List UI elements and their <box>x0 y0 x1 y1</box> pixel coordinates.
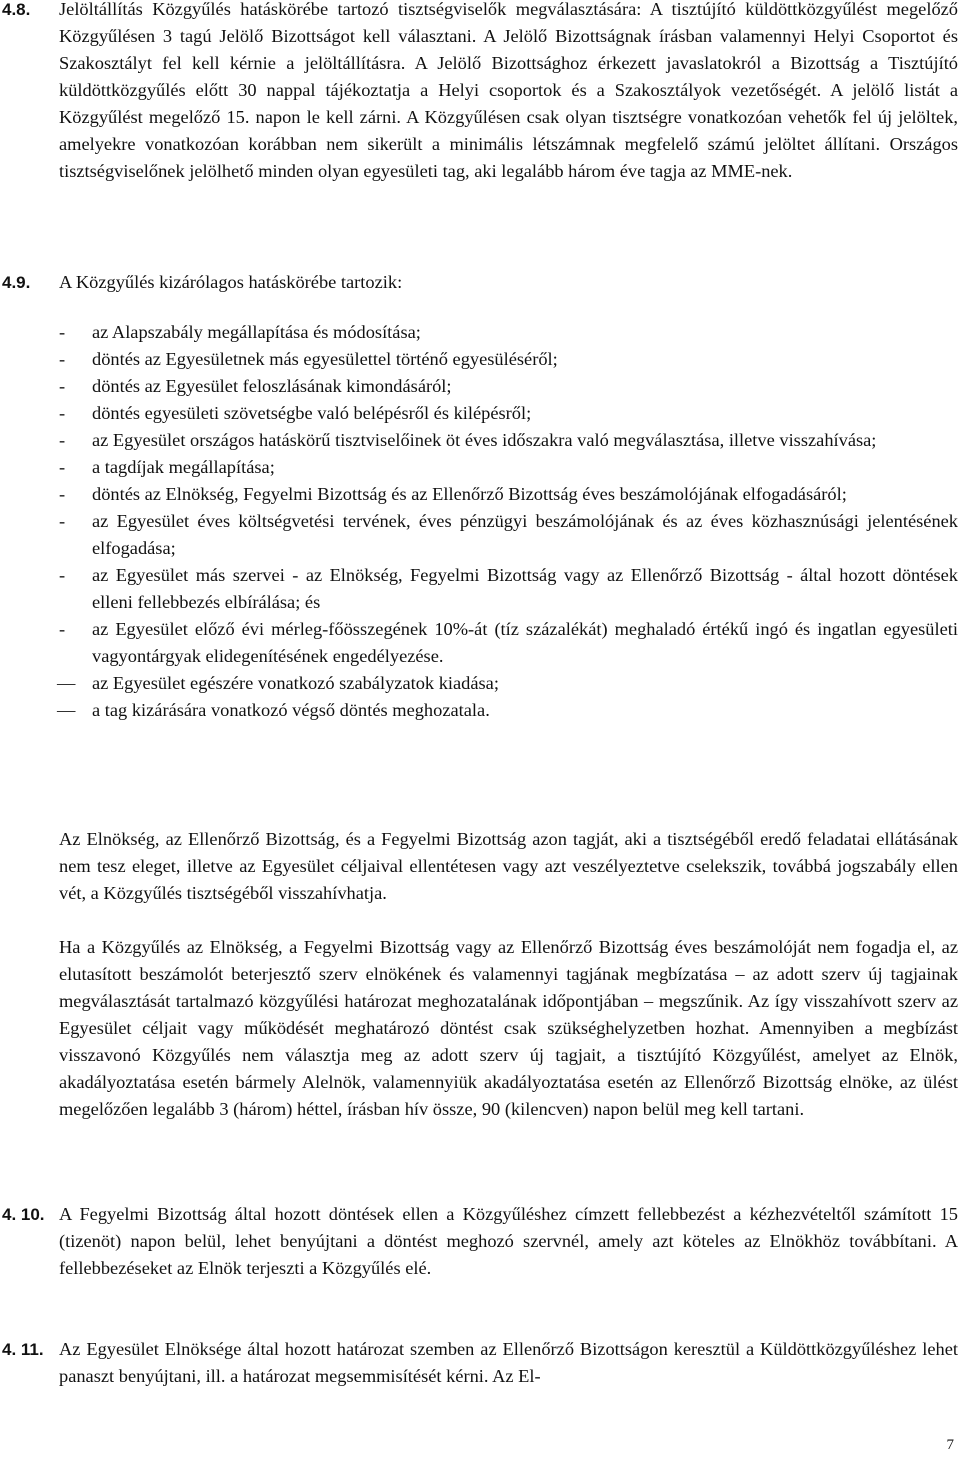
list-marker: - <box>59 349 66 369</box>
list-item <box>59 562 958 616</box>
list-item <box>59 697 958 724</box>
list-marker: - <box>59 511 66 531</box>
section-text: Jelöltállítás Közgyűlés hatáskörébe tartozó tisztségviselők megválasztására: A tisztújító küldöttközgyűlést megelőző Közgyűlésen 3 tagú Jelölő Bizottságot kell választani. A Jelölő Bizottságnak írásban valamennyi Helyi Csoportot és Szakosztályt fel kell kérnie a jelöltállításra. A Jelölő Bizottsághoz érkezett javaslatokról a Bizottság a Tisztújító küldöttközgyűlés előtt 30 nappal tájékoztatja a Helyi csoportok és a Szakosztályok vezetőségét. A jelölő listát a Közgyűlést megelőző 15. napon le kell zárni. A Közgyűlésen csak olyan tisztségre vonatkozóan vehetők fel új jelöltek, amelyekre vonatkozóan korábban nem sikerült a minimális létszámnak megfelelő számú jelöltet állítani. Országos tisztségviselőnek jelölhető minden olyan egyesületi tag, aki legalább három éve tagja az MME-nek. <box>59 0 958 181</box>
list-marker: — <box>57 700 76 720</box>
list-item-text: az Egyesület éves költségvetési tervének, éves pénzügyi beszámolójának és az éves közhasznúsági jelentésének elfogadása; <box>92 511 958 558</box>
section-number: 4.9. <box>2 273 31 292</box>
list-item <box>59 400 958 427</box>
list-marker: - <box>59 430 66 450</box>
list-item <box>59 346 958 373</box>
section-text: Az Egyesület Elnöksége által hozott határozat szemben az Ellenőrző Bizottságon keresztül a Küldöttközgyűléshez lehet panaszt benyújtani, ill. a határozat megsemmisítését kérni. Az El- <box>59 1339 958 1386</box>
list-marker: - <box>59 457 66 477</box>
list-item <box>59 454 958 481</box>
list-item-text: az Egyesület országos hatáskörű tisztviselőinek öt éves időszakra való megválasztása, illetve visszahívása; <box>92 430 877 450</box>
list-item-text: az Alapszabály megállapítása és módosítása; <box>92 322 421 342</box>
list-item-text: döntés az Elnökség, Fegyelmi Bizottság és az Ellenőrző Bizottság éves beszámolójának elfogadásáról; <box>92 484 847 504</box>
list-item <box>59 481 958 508</box>
list-item <box>59 508 958 562</box>
section-4-8 <box>0 0 960 185</box>
list-item-text: a tag kizárására vonatkozó végső döntés meghozatala. <box>92 700 490 720</box>
list-item-text: az Egyesület egészére vonatkozó szabályzatok kiadása; <box>92 673 499 693</box>
page-number: 7 <box>946 1437 954 1453</box>
list-marker: - <box>59 565 66 585</box>
section-intro: A Közgyűlés kizárólagos hatáskörébe tartozik: <box>59 272 403 292</box>
list-item-text: az Egyesület előző évi mérleg-főösszegének 10%-át (tíz százalékát) meghaladó értékű ingó és ingatlan egyesületi vagyontárgyak elidegenítésének engedélyezése. <box>92 619 958 666</box>
list-item-text: döntés az Egyesület feloszlásának kimondásáról; <box>92 376 452 396</box>
list-item-text: döntés egyesületi szövetségbe való belépésről és kilépésről; <box>92 403 532 423</box>
list-marker: — <box>57 673 76 693</box>
powers-list <box>59 319 958 724</box>
section-4-10 <box>0 1201 960 1282</box>
section-number: 4. 10. <box>2 1205 45 1224</box>
list-marker: - <box>59 376 66 396</box>
list-item <box>59 670 958 697</box>
list-marker: - <box>59 403 66 423</box>
list-item <box>59 373 958 400</box>
paragraph-rejected-report: Ha a Közgyűlés az Elnökség, a Fegyelmi Bizottság vagy az Ellenőrző Bizottság éves beszámolóját nem fogadja el, az elutasított beszámolót beterjesztő szerv elnökének és valamennyi tagjának megbízatása – az adott szerv új tagjainak megválasztását tartalmazó közgyűlési határozat meghozatalának időpontjában – megszűnik. Az így visszahívott szerv az Egyesület céljait vagy működését meghatározó döntést csak szükséghelyzetben hozhat. Amennyiben a megbízást visszavonó Közgyűlés nem választja meg az adott szerv új tagjait, a tisztújító Közgyűlést, amelyet az Elnök, akadályoztatása esetén bármely Alelnök, valamennyiük akadályoztatása esetén az Ellenőrző Bizottság elnöke, az ülést megelőzően legalább 3 (három) héttel, írásban hív össze, 90 (kilencven) napon belül meg kell tartani. <box>59 937 958 1119</box>
list-marker: - <box>59 322 66 342</box>
section-4-9 <box>0 269 960 296</box>
list-item-text: az Egyesület más szervei - az Elnökség, Fegyelmi Bizottság vagy az Ellenőrző Bizottság - által hozott döntések elleni fellebbezés elbírálása; és <box>92 565 958 612</box>
list-item-text: a tagdíjak megállapítása; <box>92 457 275 477</box>
list-marker: - <box>59 484 66 504</box>
paragraph-recall-member: Az Elnökség, az Ellenőrző Bizottság, és a Fegyelmi Bizottság azon tagját, aki a tisztségéből eredő feladatai ellátásának nem tesz eleget, illetve az Egyesület céljaival ellentétesen vagy azt veszélyeztetve cselekszik, továbbá jogszabály ellen vét, a Közgyűlés tisztségéből visszahívhatja. <box>59 829 958 903</box>
section-number: 4.8. <box>2 0 31 19</box>
section-text: A Fegyelmi Bizottság által hozott döntések ellen a Közgyűléshez címzett fellebbezést a kézhezvételtől számított 15 (tizenöt) napon belül, lehet benyújtani a döntést meghozó szervnél, amely azt köteles az Elnökhöz továbbítani. A fellebbezéseket az Elnök terjeszti a Közgyűlés elé. <box>59 1204 958 1278</box>
section-number: 4. 11. <box>2 1340 44 1359</box>
list-item-text: döntés az Egyesületnek más egyesülettel történő egyesüléséről; <box>92 349 558 369</box>
section-4-11 <box>0 1336 960 1390</box>
list-marker: - <box>59 619 66 639</box>
list-item <box>59 319 958 346</box>
list-item <box>59 616 958 670</box>
list-item <box>59 427 958 454</box>
